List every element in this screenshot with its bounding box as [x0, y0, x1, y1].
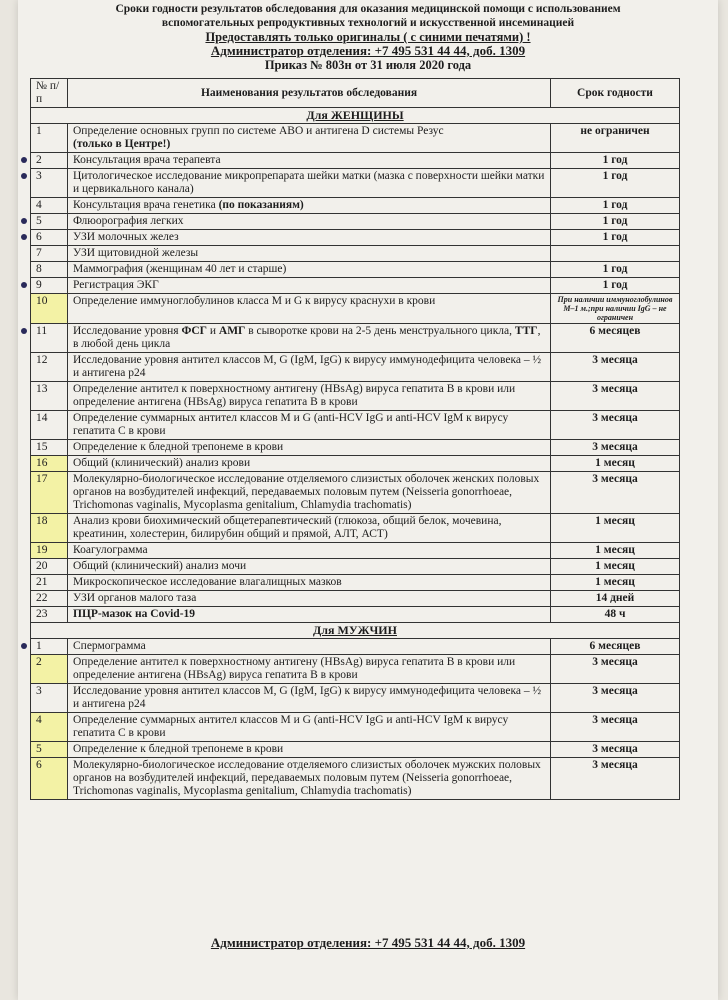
document-header: [18, 0, 718, 72]
row-number: [31, 411, 68, 440]
row-name: [68, 543, 551, 559]
row-name-text: ПЦР-мазок на Covid-19: [73, 608, 196, 620]
table-row: [31, 230, 680, 246]
row-number: [31, 198, 68, 214]
row-name-text: Консультация врача терапевта: [73, 154, 221, 166]
row-name-part: ТТГ: [514, 325, 538, 337]
row-name: [68, 214, 551, 230]
table-row: [31, 684, 680, 713]
row-number-text: 20: [36, 560, 48, 572]
row-number-text: 6: [36, 231, 42, 243]
row-number: [31, 713, 68, 742]
table-row: [31, 382, 680, 411]
pen-mark-icon: [21, 328, 27, 334]
row-term: 1 месяц: [551, 559, 680, 575]
row-number: [31, 742, 68, 758]
row-number-text: 23: [36, 608, 48, 620]
row-number: [31, 456, 68, 472]
footer-admin-phone: Администратор отделения: +7 495 531 44 44, доб. 1309: [210, 935, 526, 950]
table-header-row: [31, 79, 680, 108]
row-term: При наличии иммуноглобулинов М–1 м.;при наличии IgG – не ограничен: [551, 294, 680, 324]
row-number: [31, 124, 68, 153]
table-row: [31, 294, 680, 324]
row-name-part: и: [206, 325, 219, 337]
row-number-text: 2: [36, 656, 42, 668]
row-number: [31, 230, 68, 246]
row-name-bold: (по показаниям): [218, 199, 304, 211]
row-term: 6 месяцев: [551, 639, 680, 655]
row-name-text: Определение антител к поверхностному антигену (HBsAg) вируса гепатита В в крови или определение антигена (HBsAg) вируса гепатита В в крови: [73, 656, 516, 681]
row-name: [68, 742, 551, 758]
row-number: [31, 514, 68, 543]
row-name-text: Определение иммуноглобулинов класса М и G к вирусу краснухи в крови: [73, 295, 436, 307]
row-number-text: 5: [36, 743, 42, 755]
row-term: 3 месяца: [551, 472, 680, 514]
row-name-text: Молекулярно-биологическое исследование отделяемого слизистых оболочек женских половых органов на возбудителей инфекций, передаваемых половым путем (Neisseria gonorrhoeae, Trichomonas vaginalis, Mycoplasma genitalium, Chlamydia trachomatis): [73, 473, 540, 511]
table-row: [31, 456, 680, 472]
row-name-text: Определение суммарных антител классов M и G (anti-HCV IgG и anti-HCV IgM к вирусу гепатита С в крови: [73, 714, 509, 739]
section-title: Для МУЖЧИН: [31, 623, 680, 639]
table-row: [31, 559, 680, 575]
table-row: [31, 607, 680, 623]
row-name-text: Маммография (женщинам 40 лет и старше): [73, 263, 287, 275]
row-number: [31, 153, 68, 169]
row-name-text: УЗИ органов малого таза: [73, 592, 197, 604]
row-name-text: Регистрация ЭКГ: [73, 279, 159, 291]
row-name: [68, 153, 551, 169]
row-number-text: 16: [36, 457, 48, 469]
row-name: [68, 713, 551, 742]
row-number: [31, 591, 68, 607]
row-name-text: Определение основных групп по системе АВО и антигена D системы Резус: [73, 125, 444, 137]
pen-mark-icon: [21, 282, 27, 288]
table-row: [31, 472, 680, 514]
table-row: [31, 543, 680, 559]
row-name: [68, 655, 551, 684]
row-term: [551, 246, 680, 262]
table-row: [31, 758, 680, 800]
row-name-text: УЗИ щитовидной железы: [73, 247, 199, 259]
row-number-text: 8: [36, 263, 42, 275]
row-term: 1 год: [551, 169, 680, 198]
row-number: [31, 214, 68, 230]
header-line-2: вспомогательных репродуктивных технологий и искусственной инсеминацией: [161, 17, 575, 29]
row-term: 3 месяца: [551, 684, 680, 713]
row-number: [31, 655, 68, 684]
row-number-text: 13: [36, 383, 48, 395]
row-name: [68, 758, 551, 800]
row-number-text: 18: [36, 515, 48, 527]
row-name-text: Общий (клинический) анализ крови: [73, 457, 251, 469]
table-row: [31, 169, 680, 198]
row-term: 48 ч: [551, 607, 680, 623]
row-name: [68, 514, 551, 543]
row-number-text: 9: [36, 279, 42, 291]
row-name-text: Исследование уровня антител классов M, G (IgM, IgG) к вирусу иммунодефицита человека – ½ и антигена p24: [73, 354, 542, 379]
table-row: [31, 198, 680, 214]
row-term: 3 месяца: [551, 713, 680, 742]
row-number: [31, 543, 68, 559]
pen-mark-icon: [21, 157, 27, 163]
row-number-text: 21: [36, 576, 48, 588]
table-row: [31, 153, 680, 169]
row-name-text: Коагулограмма: [73, 544, 148, 556]
row-name-text: Определение антител к поверхностному антигену (HBsAg) вируса гепатита В в крови или определение антигена (HBsAg) вируса гепатита В в крови: [73, 383, 516, 408]
row-number: [31, 324, 68, 353]
row-term: 3 месяца: [551, 758, 680, 800]
row-name-text: УЗИ молочных желез: [73, 231, 179, 243]
row-number: [31, 758, 68, 800]
row-name-text: Общий (клинический) анализ мочи: [73, 560, 247, 572]
row-number: [31, 607, 68, 623]
row-number-text: 6: [36, 759, 42, 771]
row-term: 3 месяца: [551, 655, 680, 684]
row-term: 1 месяц: [551, 456, 680, 472]
row-name: [68, 607, 551, 623]
row-number: [31, 472, 68, 514]
table-row: [31, 353, 680, 382]
row-term: не ограничен: [551, 124, 680, 153]
row-number: [31, 169, 68, 198]
row-name: [68, 246, 551, 262]
row-number-text: 2: [36, 154, 42, 166]
row-term: 1 год: [551, 214, 680, 230]
row-number-text: 17: [36, 473, 48, 485]
row-name: [68, 575, 551, 591]
row-term: 6 месяцев: [551, 324, 680, 353]
header-originals-note: Предоставлять только оригиналы ( с синими печатями) !: [205, 30, 531, 44]
row-name: [68, 294, 551, 324]
row-term: 1 год: [551, 198, 680, 214]
row-term: 14 дней: [551, 591, 680, 607]
row-name: [68, 591, 551, 607]
table-row: [31, 246, 680, 262]
row-number: [31, 684, 68, 713]
pen-mark-icon: [21, 218, 27, 224]
table-row: [31, 713, 680, 742]
row-term: 1 год: [551, 153, 680, 169]
row-name: [68, 262, 551, 278]
row-number-text: 11: [36, 325, 48, 337]
row-term: 3 месяца: [551, 742, 680, 758]
row-number-text: 12: [36, 354, 48, 366]
row-number-text: 22: [36, 592, 48, 604]
row-number-text: 4: [36, 714, 42, 726]
row-name: [68, 198, 551, 214]
row-number-text: 15: [36, 441, 48, 453]
table-row: [31, 591, 680, 607]
pen-mark-icon: [21, 173, 27, 179]
row-term: 3 месяца: [551, 382, 680, 411]
row-name: [68, 382, 551, 411]
table-row: [31, 514, 680, 543]
table-row: [31, 575, 680, 591]
row-name: [68, 684, 551, 713]
table-row: [31, 440, 680, 456]
row-name: [68, 456, 551, 472]
row-name: [68, 324, 551, 353]
col-num: № п/п: [31, 79, 68, 108]
table-row: [31, 124, 680, 153]
header-order: Приказ № 803н от 31 июля 2020 года: [264, 58, 472, 72]
row-name-part: в сыворотке крови на 2-5 день менструального цикла,: [245, 325, 515, 337]
row-name-text: Спермограмма: [73, 640, 146, 652]
row-number: [31, 278, 68, 294]
table-row: [31, 214, 680, 230]
row-name-text: Определение к бледной трепонеме в крови: [73, 743, 284, 755]
row-name-text: Определение суммарных антител классов M и G (anti-HCV IgG и anti-HCV IgM к вирусу гепатита С в крови: [73, 412, 509, 437]
table-row: [31, 278, 680, 294]
row-number: [31, 246, 68, 262]
row-name-text: Микроскопическое исследование влагалищных мазков: [73, 576, 342, 588]
row-name: [68, 559, 551, 575]
row-name: [68, 124, 551, 153]
table-row: [31, 411, 680, 440]
row-number-text: 5: [36, 215, 42, 227]
col-name: Наименования результатов обследования: [68, 79, 551, 108]
row-term: 1 год: [551, 278, 680, 294]
row-name-text: Цитологическое исследование микропрепарата шейки матки (мазка с поверхности шейки матки и цервикального канала): [73, 170, 545, 195]
row-name-part: , в любой день цикла: [73, 325, 541, 350]
row-number-text: 7: [36, 247, 42, 259]
row-term: 1 год: [551, 230, 680, 246]
validity-table: [30, 78, 680, 800]
table-row: [31, 639, 680, 655]
document-sheet: [18, 0, 718, 1000]
row-name: [68, 472, 551, 514]
row-number-text: 14: [36, 412, 48, 424]
row-name-bold: (только в Центре!): [73, 138, 171, 150]
table-row: [31, 742, 680, 758]
row-number-text: 1: [36, 125, 42, 137]
row-name: [68, 353, 551, 382]
table-row: [31, 655, 680, 684]
row-term: 1 месяц: [551, 514, 680, 543]
row-number: [31, 639, 68, 655]
row-name-text: Анализ крови биохимический общетерапевтический (глюкоза, общий белок, мочевина, креатинин, холестерин, билирубин общий и прямой, АЛТ, АСТ): [73, 515, 502, 540]
row-name-part: Исследование уровня: [73, 325, 182, 337]
row-number: [31, 559, 68, 575]
row-name-part: АМГ: [218, 325, 246, 337]
table-row: [31, 262, 680, 278]
row-term: 1 месяц: [551, 543, 680, 559]
row-name: [68, 278, 551, 294]
row-name-text: Консультация врача генетика: [73, 199, 216, 211]
pen-mark-icon: [21, 643, 27, 649]
row-name: [68, 230, 551, 246]
section-header: [31, 623, 680, 639]
header-line-1: Сроки годности результатов обследования для оказания медицинской помощи с использованием: [115, 3, 621, 15]
row-number: [31, 262, 68, 278]
section-title: Для ЖЕНЩИНЫ: [31, 108, 680, 124]
row-number-text: 3: [36, 685, 42, 697]
row-number-text: 4: [36, 199, 42, 211]
row-name: [68, 440, 551, 456]
table-row: [31, 324, 680, 353]
row-number: [31, 575, 68, 591]
row-term: 3 месяца: [551, 353, 680, 382]
row-number: [31, 440, 68, 456]
row-term: 1 год: [551, 262, 680, 278]
row-term: 1 месяц: [551, 575, 680, 591]
row-number: [31, 382, 68, 411]
row-name-text: Флюорография легких: [73, 215, 184, 227]
header-admin-phone: Администратор отделения: +7 495 531 44 44, доб. 1309: [210, 43, 526, 58]
row-name-part: ФСГ: [181, 325, 207, 337]
col-term: Срок годности: [551, 79, 680, 108]
section-header: [31, 108, 680, 124]
row-name: [68, 411, 551, 440]
row-number-text: 10: [36, 295, 48, 307]
row-term: 3 месяца: [551, 440, 680, 456]
row-number: [31, 294, 68, 324]
row-name-text: Определение к бледной трепонеме в крови: [73, 441, 284, 453]
row-term: 3 месяца: [551, 411, 680, 440]
row-number: [31, 353, 68, 382]
row-name: [68, 169, 551, 198]
row-number-text: 1: [36, 640, 42, 652]
row-name: [68, 639, 551, 655]
pen-mark-icon: [21, 234, 27, 240]
row-number-text: 3: [36, 170, 42, 182]
row-name-text: Молекулярно-биологическое исследование отделяемого слизистых оболочек мужских половых органов на возбудителей инфекций, передаваемых половым путем (Neisseria gonorrhoeae, Trichomonas vaginalis, Mycoplasma genitalium, Chlamydia trachomatis): [73, 759, 541, 797]
row-name-text: Исследование уровня антител классов M, G (IgM, IgG) к вирусу иммунодефицита человека – ½ и антигена p24: [73, 685, 542, 710]
row-number-text: 19: [36, 544, 48, 556]
